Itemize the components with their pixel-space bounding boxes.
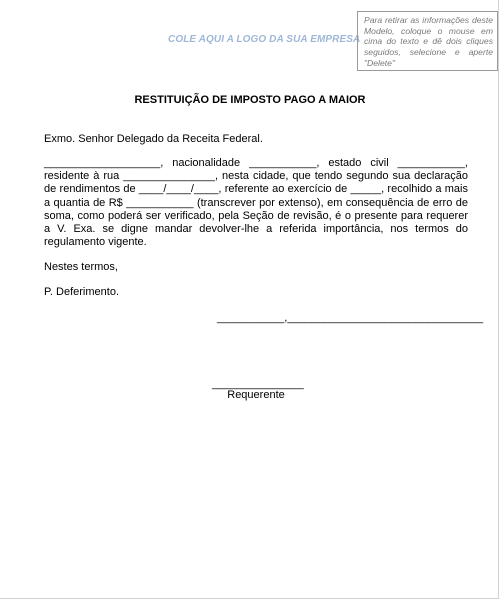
logo-placeholder: COLE AQUI A LOGO DA SUA EMPRESA: [168, 34, 361, 45]
deferment-line: P. Deferimento.: [44, 286, 120, 298]
signer-label: Requerente: [227, 389, 285, 401]
document-title: RESTITUIÇÃO DE IMPOSTO PAGO A MAIOR: [134, 94, 366, 106]
instruction-note: Para retirar as informações deste Modelo, coloque o mouse em cima do texto e dê dois cliques seguidos, selecione e aperte "Delete": [357, 11, 498, 71]
body-paragraph: ___________________, nacionalidade ___________, estado civil ___________, residente à rua _______________, nesta cidade, que tendo segundo sua declaração de rendimentos de ____/____/____, referente ao exercício de _____, recolhido a mais a quantia de R$ ___________ (transcrever por extenso), em consequência de erro de soma, como poderá ser verificado, pela Seção de revisão, é o presente para requerer a V. Exa. se digne mandar devolver-lhe a referida importância, nos termos do regulamento vigente.: [44, 157, 468, 249]
place-date-line: ___________,________________________________: [217, 312, 484, 324]
signature-line: _______________: [212, 378, 304, 390]
greeting-line: Exmo. Senhor Delegado da Receita Federal.: [44, 133, 263, 145]
closing-line: Nestes termos,: [44, 261, 118, 273]
